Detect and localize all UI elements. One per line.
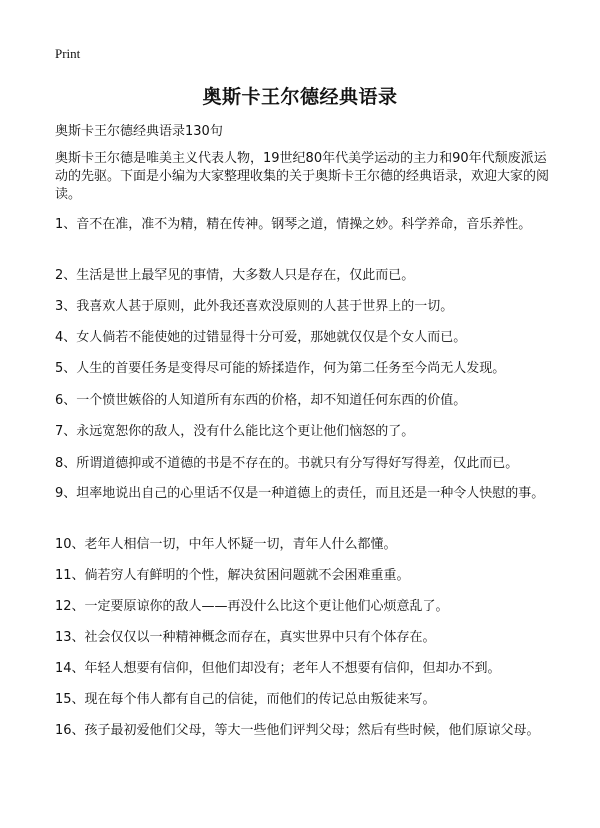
quote-item: 9、坦率地说出自己的心里话不仅是一种道德上的责任，而且还是一种令人快慰的事。 <box>55 486 545 501</box>
quote-item: 12、一定要原谅你的敌人——再没什么比这个更让他们心烦意乱了。 <box>55 599 449 614</box>
quote-item: 8、所谓道德抑或不道德的书是不存在的。书就只有分写得好写得差，仅此而已。 <box>55 456 519 471</box>
quote-item: 15、现在每个伟人都有自己的信徒，而他们的传记总由叛徒来写。 <box>55 692 436 707</box>
quote-item: 7、永远宽恕你的敌人，没有什么能比这个更让他们恼怒的了。 <box>55 424 415 439</box>
intro-paragraph: 奥斯卡王尔德是唯美主义代表人物，19世纪80年代美学运动的主力和90年代颓废派运动的先驱。下面是小编为大家整理收集的关于奥斯卡王尔德的经典语录，欢迎大家的阅读。 <box>55 151 550 202</box>
quote-item: 1、音不在准，准不为精，精在传神。钢琴之道，情操之妙。科学养命，音乐养性。 <box>55 217 532 232</box>
page-title: 奥斯卡王尔德经典语录 <box>202 86 398 108</box>
print-link[interactable]: Print <box>55 46 81 61</box>
quote-item: 16、孩子最初爱他们父母，等大一些他们评判父母；然后有些时候，他们原谅父母。 <box>55 723 540 738</box>
quote-item: 10、老年人相信一切，中年人怀疑一切，青年人什么都懂。 <box>55 537 397 552</box>
quote-item: 2、生活是世上最罕见的事情，大多数人只是存在，仅此而已。 <box>55 268 415 283</box>
quote-item: 4、女人倘若不能使她的过错显得十分可爱，那她就仅仅是个女人而已。 <box>55 330 467 345</box>
quote-item: 6、一个愤世嫉俗的人知道所有东西的价格，却不知道任何东西的价值。 <box>55 393 467 408</box>
quote-item: 13、社会仅仅以一种精神概念而存在，真实世界中只有个体存在。 <box>55 630 436 645</box>
quote-item: 14、年轻人想要有信仰，但他们却没有；老年人不想要有信仰，但却办不到。 <box>55 661 501 676</box>
quote-item: 11、倘若穷人有鲜明的个性，解决贫困问题就不会困难重重。 <box>55 568 410 583</box>
quote-item: 5、人生的首要任务是变得尽可能的矫揉造作，何为第二任务至今尚无人发现。 <box>55 361 506 376</box>
quote-item: 3、我喜欢人甚于原则，此外我还喜欢没原则的人甚于世界上的一切。 <box>55 299 454 314</box>
subtitle: 奥斯卡王尔德经典语录130句 <box>55 124 223 139</box>
